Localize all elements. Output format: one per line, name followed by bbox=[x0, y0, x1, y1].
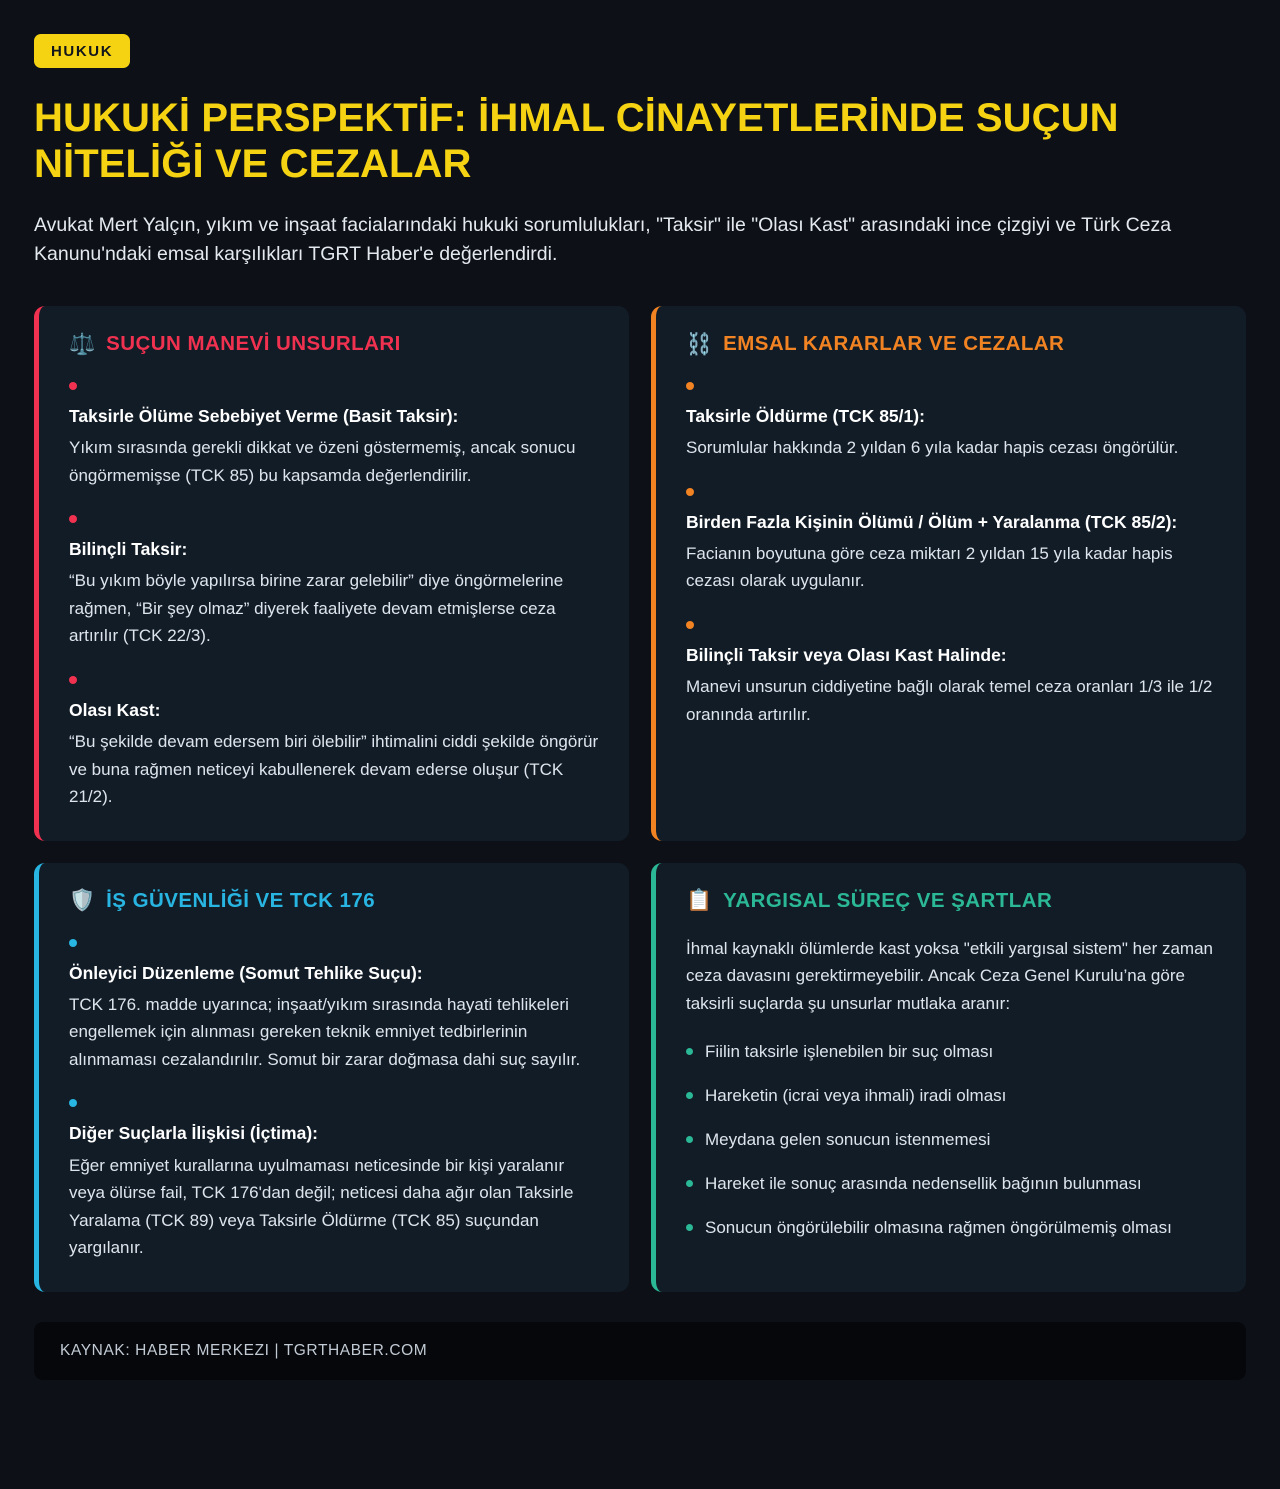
list-item bbox=[686, 488, 1216, 595]
bullet-dot bbox=[686, 621, 694, 629]
card-header bbox=[686, 332, 1216, 356]
list-item-label: Hareketin (icrai veya ihmali) iradi olması bbox=[705, 1086, 1007, 1106]
item-body: Facianın boyutuna göre ceza miktarı 2 yıldan 15 yıla kadar hapis cezası olarak uygulanır. bbox=[686, 543, 1173, 591]
card-header bbox=[686, 889, 1216, 913]
item-title: Taksirle Ölüme Sebebiyet Verme (Basit Taksir): bbox=[69, 406, 459, 427]
list-item-label: Hareket ile sonuç arasında nedensellik bağının bulunması bbox=[705, 1173, 1142, 1193]
item-title: Bilinçli Taksir veya Olası Kast Halinde: bbox=[686, 644, 1007, 665]
card-is-guvenligi-ve-tck-176 bbox=[34, 863, 629, 1292]
list-item bbox=[69, 515, 599, 650]
list-item bbox=[69, 382, 599, 489]
bullet-dot bbox=[686, 1092, 693, 1099]
page-title: HUKUKİ PERSPEKTİF: İHMAL CİNAYETLERİNDE SUÇUN NİTELİĞİ VE CEZALAR bbox=[34, 96, 1119, 187]
clipboard-icon: 📋 bbox=[686, 889, 713, 913]
list-item-label: Sonucun öngörülebilir olmasına rağmen öngörülmemiş olması bbox=[705, 1217, 1172, 1237]
balance-scales-icon: ⚖️ bbox=[69, 332, 96, 356]
item-title: Bilinçli Taksir: bbox=[69, 539, 188, 560]
card-grid bbox=[34, 306, 1246, 1292]
item-title: Önleyici Düzenleme (Somut Tehlike Suçu): bbox=[69, 962, 423, 983]
bullet-dot bbox=[686, 1048, 693, 1055]
conditions-list bbox=[686, 1039, 1216, 1240]
bullet-dot bbox=[69, 1099, 77, 1107]
item-body: Manevi unsurun ciddiyetine bağlı olarak temel ceza oranları 1/3 ile 1/2 oranında artırılır. bbox=[686, 677, 1213, 724]
card-header bbox=[69, 889, 599, 913]
page-subtitle: Avukat Mert Yalçın, yıkım ve inşaat facialarındaki hukuki sorumlulukları, "Taksir" ile "Olası Kast" arasındaki ince çizgiyi ve Türk Ceza Kanunu'ndaki emsal karşılıkları TGRT Haber'e değerlendirdi. bbox=[34, 213, 1172, 266]
list-item-label: Meydana gelen sonucun istenmemesi bbox=[705, 1129, 991, 1149]
item-body: “Bu yıkım böyle yapılırsa birine zarar gelebilir” diye öngörmelerine rağmen, “Bir şey olmaz” diyerek faaliyete devam etmişlerse ceza artırılır (TCK 22/3). bbox=[69, 571, 564, 646]
page-footer bbox=[34, 1322, 1246, 1380]
list-item-label: Fiilin taksirle işlenebilen bir suç olması bbox=[705, 1042, 994, 1062]
bullet-dot bbox=[686, 382, 694, 390]
bullet-dot bbox=[686, 1180, 693, 1187]
item-body: “Bu şekilde devam edersem biri ölebilir” ihtimalini ciddi şekilde öngörür ve buna rağmen neticeyi kabullenerek devam ederse oluşur (TCK 21/2). bbox=[69, 732, 599, 807]
list-item bbox=[69, 1099, 599, 1261]
list-item bbox=[686, 1083, 1216, 1109]
bullet-dot bbox=[69, 382, 77, 390]
bullet-dot bbox=[69, 676, 77, 684]
card-title: YARGISAL SÜREÇ VE ŞARTLAR bbox=[723, 888, 1053, 912]
list-item bbox=[686, 1039, 1216, 1065]
bullet-dot bbox=[686, 1224, 693, 1231]
list-item bbox=[686, 621, 1216, 728]
card-intro-text: İhmal kaynaklı ölümlerde kast yoksa "etkili yargısal sistem" her zaman ceza davasını gerektirmeyebilir. Ancak Ceza Genel Kurulu’na göre taksirli suçlarda şu unsurlar mutlaka aranır: bbox=[686, 938, 1213, 1013]
card-yargisal-surec-ve-sartlar bbox=[651, 863, 1246, 1292]
bullet-dot bbox=[69, 939, 77, 947]
list-item bbox=[69, 676, 599, 811]
card-header bbox=[69, 332, 599, 356]
page-header bbox=[34, 30, 1246, 270]
item-title: Olası Kast: bbox=[69, 699, 161, 720]
item-title: Taksirle Öldürme (TCK 85/1): bbox=[686, 406, 925, 427]
shield-icon: 🛡️ bbox=[69, 889, 96, 913]
item-title: Birden Fazla Kişinin Ölümü / Ölüm + Yaralanma (TCK 85/2): bbox=[686, 511, 1178, 532]
chains-icon: ⛓️ bbox=[686, 332, 713, 356]
card-title: EMSAL KARARLAR VE CEZALAR bbox=[723, 332, 1065, 356]
card-sucun-manevi-unsurlari bbox=[34, 306, 629, 841]
list-item bbox=[686, 382, 1216, 462]
item-body: Sorumlular hakkında 2 yıldan 6 yıla kadar hapis cezası öngörülür. bbox=[686, 438, 1179, 458]
list-item bbox=[686, 1127, 1216, 1153]
item-body: Eğer emniyet kurallarına uyulmaması neticesinde bir kişi yaralanır veya ölürse fail, TCK 176'dan değil; neticesi daha ağır olan Taksirle Yaralama (TCK 89) veya Taksirle Öldürme (TCK 85) suçundan yargılanır. bbox=[69, 1155, 574, 1258]
bullet-dot bbox=[686, 488, 694, 496]
item-title: Diğer Suçlarla İlişkisi (İçtima): bbox=[69, 1123, 318, 1144]
list-item bbox=[686, 1171, 1216, 1197]
card-emsal-kararlar-ve-cezalar bbox=[651, 306, 1246, 841]
list-item bbox=[686, 1215, 1216, 1241]
list-item bbox=[69, 939, 599, 1074]
source-text: KAYNAK: HABER MERKEZI | TGRTHABER.COM bbox=[60, 1341, 428, 1359]
card-title: İŞ GÜVENLİĞİ VE TCK 176 bbox=[106, 888, 376, 912]
bullet-dot bbox=[69, 515, 77, 523]
item-body: Yıkım sırasında gerekli dikkat ve özeni göstermemiş, ancak sonucu öngörmemişse (TCK 85) bu kapsamda değerlendirilir. bbox=[69, 438, 576, 485]
card-title: SUÇUN MANEVİ UNSURLARI bbox=[106, 332, 401, 356]
item-body: TCK 176. madde uyarınca; inşaat/yıkım sırasında hayati tehlikeleri engellemek için alınması gereken teknik emniyet tedbirlerinin alınmaması cezalandırılır. Somut bir zarar doğmasa dahi suç sayılır. bbox=[69, 994, 581, 1069]
bullet-dot bbox=[686, 1136, 693, 1143]
category-badge: HUKUK bbox=[34, 34, 130, 68]
